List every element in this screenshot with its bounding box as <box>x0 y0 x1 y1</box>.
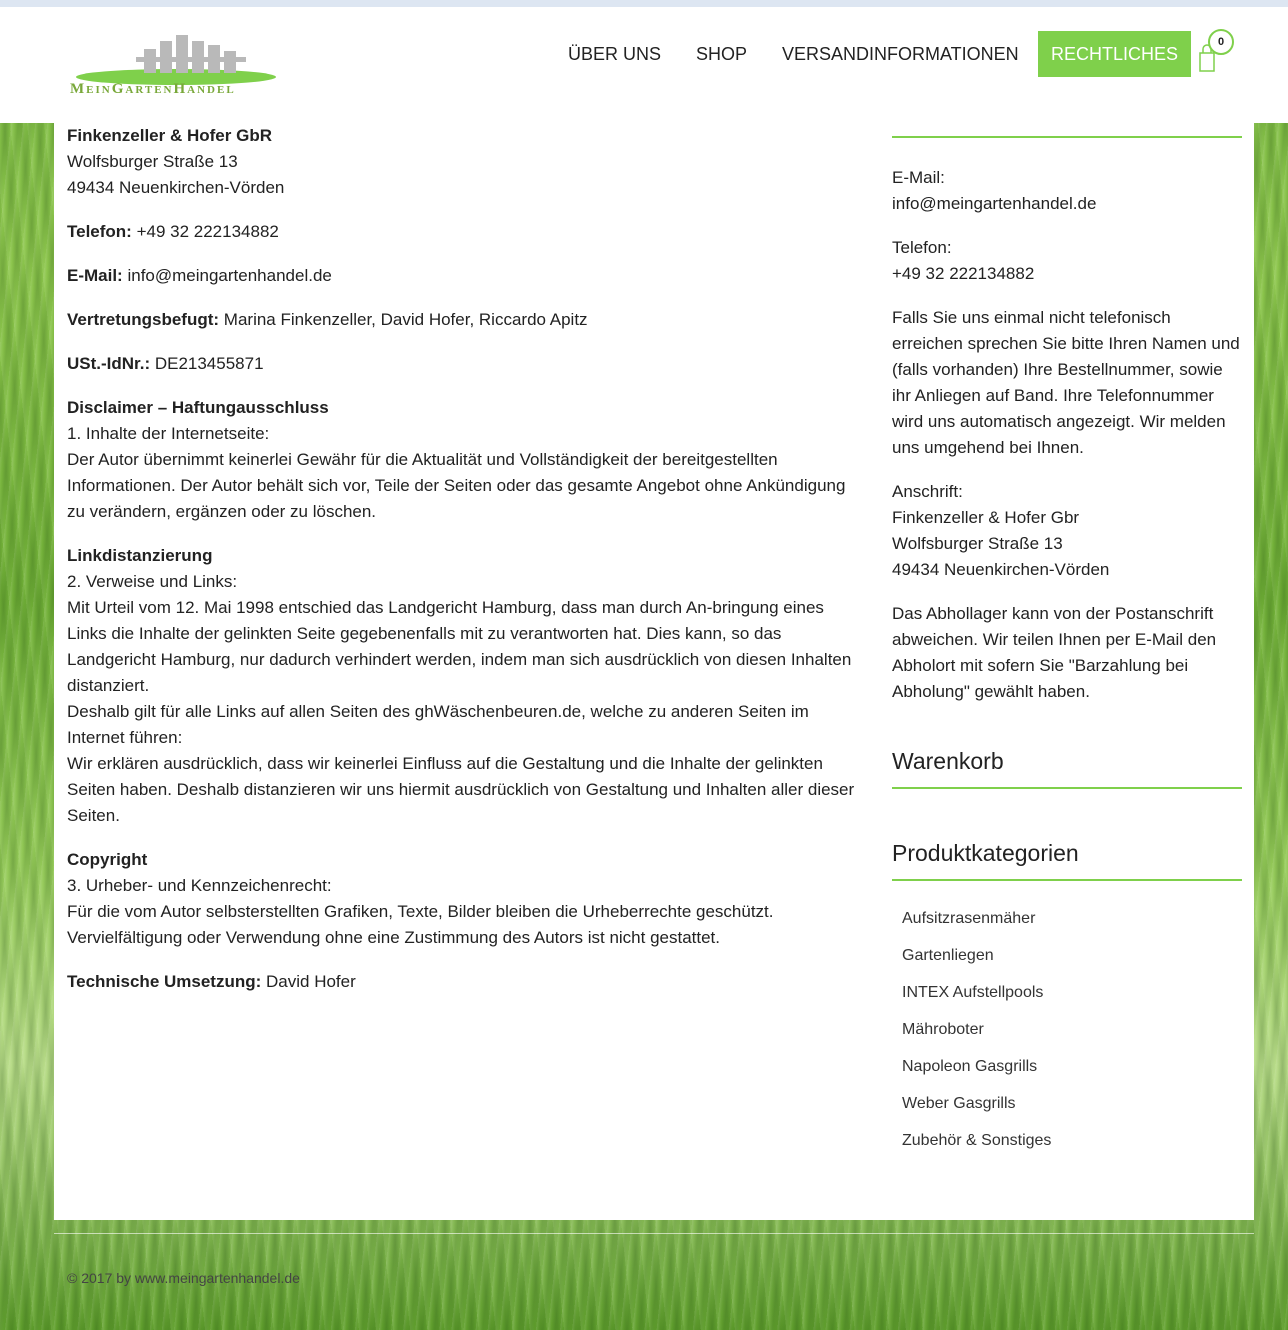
tech-value: David Hofer <box>261 972 356 991</box>
link-text-1: Mit Urteil vom 12. Mai 1998 entschied das Landgericht Hamburg, dass man durch An-bringung eines Links die Inhalte der gelinkten Seite gegebenenfalls mit zu verantworten hat. Dies kann, so das Landgericht Hamburg, nur dadurch verhindert werden, indem man sich ausdrücklich von diesen Inhalten distanziert. <box>67 598 852 695</box>
copyright-section <box>67 847 867 951</box>
nav-versandinformationen[interactable]: VERSANDINFORMATIONEN <box>782 44 1019 64</box>
city: 49434 Neuenkirchen-Vörden <box>67 178 285 197</box>
category-item[interactable]: Gartenliegen <box>902 947 994 964</box>
disclaimer-subtitle: 1. Inhalte der Internetseite: <box>67 424 270 443</box>
category-item[interactable]: Napoleon Gasgrills <box>902 1058 1038 1075</box>
sidebar-phone-label: Telefon: <box>892 238 952 257</box>
vat-line <box>67 351 867 377</box>
category-item[interactable]: Mähroboter <box>902 1021 984 1038</box>
cart-widget-divider <box>892 787 1242 789</box>
categories-widget-title: Produktkategorien <box>892 840 1079 866</box>
link-text-2: Deshalb gilt für alle Links auf allen Seiten des ghWäschenbeuren.de, welche zu anderen Seiten im Internet führen: <box>67 702 809 747</box>
link-title: Linkdistanzierung <box>67 546 213 565</box>
sidebar-address-city: 49434 Neuenkirchen-Vörden <box>892 560 1110 579</box>
company-name: Finkenzeller & Hofer GbR <box>67 126 272 145</box>
content-panel <box>54 123 1254 1220</box>
site-header <box>0 7 1288 123</box>
disclaimer-text: Der Autor übernimmt keinerlei Gewähr für die Aktualität und Vollständigkeit der bereitgestellten Informationen. Der Autor behält sich vor, Teile der Seiten oder das gesamte Angebot ohne Ankündigung zu verändern, ergänzen oder zu löschen. <box>67 450 846 521</box>
email-label: E-Mail: <box>67 266 123 285</box>
phone-line <box>67 219 867 245</box>
categories-widget-divider <box>892 879 1242 881</box>
nav-ueber-uns[interactable]: ÜBER UNS <box>568 44 662 64</box>
sidebar-pickup-note: Das Abhollager kann von der Postanschrift abweichen. Wir teilen Ihnen per E-Mail den Abholort mit sofern Sie "Barzahlung bei Abholung" gewählt haben. <box>892 604 1217 701</box>
copyright-text: Für die vom Autor selbsterstellten Grafiken, Texte, Bilder bleiben die Urheberrechte geschützt. Vervielfältigung oder Verwendung ohne eine Zustimmung des Autors ist nicht gestattet. <box>67 902 774 947</box>
street: Wolfsburger Straße 13 <box>67 152 238 171</box>
header-cart[interactable] <box>1198 29 1238 75</box>
link-section <box>67 543 867 829</box>
phone-label: Telefon: <box>67 222 132 241</box>
nav-shop[interactable]: SHOP <box>696 44 748 64</box>
sidebar-email-label: E-Mail: <box>892 168 945 187</box>
footer-divider <box>54 1233 1254 1234</box>
rep-line <box>67 307 867 333</box>
sidebar-email <box>892 165 1242 217</box>
cart-widget-title: Warenkorb <box>892 748 1004 774</box>
tech-line <box>67 969 867 995</box>
vat-value: DE213455871 <box>150 354 264 373</box>
address-block <box>67 123 867 201</box>
category-list <box>892 900 1242 1159</box>
category-item[interactable]: Aufsitzrasenmäher <box>902 910 1036 927</box>
impressum-text <box>67 123 867 1013</box>
phone-value: +49 32 222134882 <box>131 222 279 241</box>
footer-copy-text: © 2017 by <box>67 1270 135 1286</box>
footer-site-link[interactable]: www.meingartenhandel.de <box>134 1270 300 1286</box>
disclaimer-title: Disclaimer – Haftungausschluss <box>67 398 329 417</box>
sidebar <box>892 123 1242 1159</box>
category-item[interactable]: Zubehör & Sonstiges <box>902 1132 1052 1149</box>
sidebar-address-company: Finkenzeller & Hofer Gbr <box>892 508 1080 527</box>
copyright-title: Copyright <box>67 850 148 869</box>
nav-rechtliches[interactable]: RECHTLICHES <box>1038 31 1191 77</box>
sidebar-email-value[interactable]: info@meingartenhandel.de <box>892 194 1097 213</box>
logo-text: MeinGartenHandel <box>70 81 236 97</box>
cart-count-badge: 0 <box>1208 29 1234 55</box>
rep-label: Vertretungsbefugt: <box>67 310 220 329</box>
rep-value: Marina Finkenzeller, David Hofer, Riccardo Apitz <box>219 310 588 329</box>
vat-label: USt.-IdNr.: <box>67 354 151 373</box>
copyright-subtitle: 3. Urheber- und Kennzeichenrecht: <box>67 876 332 895</box>
tech-label: Technische Umsetzung: <box>67 972 262 991</box>
category-item[interactable]: Weber Gasgrills <box>902 1095 1016 1112</box>
email-line <box>67 263 867 289</box>
sidebar-address <box>892 479 1242 583</box>
site-logo[interactable] <box>66 29 326 103</box>
footer-copyright <box>67 1270 300 1286</box>
category-item[interactable]: INTEX Aufstellpools <box>902 984 1044 1001</box>
disclaimer-section <box>67 395 867 525</box>
sidebar-phone-value: +49 32 222134882 <box>892 264 1035 283</box>
sidebar-phone <box>892 235 1242 287</box>
fence-logo-icon <box>66 29 326 85</box>
link-subtitle: 2. Verweise und Links: <box>67 572 238 591</box>
sidebar-note: Falls Sie uns einmal nicht telefonisch erreichen sprechen Sie bitte Ihren Namen und (falls vorhanden) Ihre Bestellnummer, sowie ihr Anliegen auf Band. Ihre Telefonnummer wird uns automatisch angezeigt. Wir melden uns umgehend bei Ihnen. <box>892 308 1240 457</box>
email-value[interactable]: info@meingartenhandel.de <box>122 266 332 285</box>
sidebar-address-street: Wolfsburger Straße 13 <box>892 534 1063 553</box>
sidebar-address-label: Anschrift: <box>892 482 963 501</box>
link-text-3: Wir erklären ausdrücklich, dass wir keinerlei Einfluss auf die Gestaltung und die Inhalte der gelinkten Seiten haben. Deshalb distanzieren wir uns hiermit ausdrücklich von Gestaltung und Inhalten aller dieser Seiten. <box>67 754 855 825</box>
